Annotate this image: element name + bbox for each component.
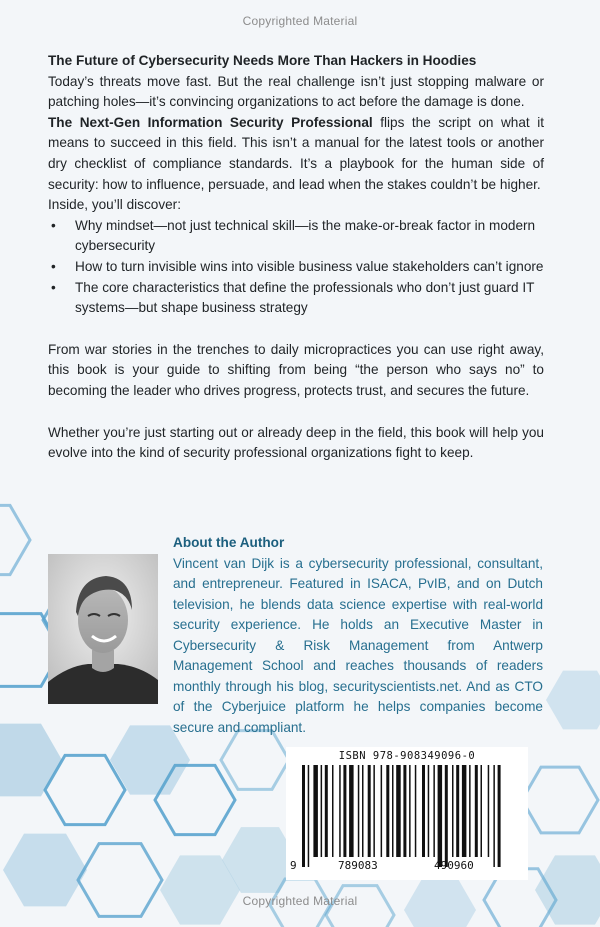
barcode-bar [313, 765, 318, 857]
hexagon-shape [546, 671, 600, 730]
barcode-bar [343, 765, 346, 857]
list-item: • The core characteristics that define the professionals who don’t just guard IT systems—but shape business strategy [48, 278, 544, 319]
watermark-top: Copyrighted Material [242, 14, 358, 28]
barcode-bar [362, 765, 364, 857]
list-item: • How to turn invisible wins into visible business value stakeholders can’t ignore [48, 257, 544, 278]
hexagon-shape [535, 855, 600, 924]
watermark-bottom: Copyrighted Material [242, 894, 358, 908]
barcode-bar [456, 765, 459, 857]
barcode-digits-left: 789083 [338, 859, 378, 872]
barcode-bar [475, 765, 478, 857]
barcode-bar [392, 765, 394, 857]
author-photo [48, 554, 158, 704]
barcode-bar [381, 765, 383, 857]
barcode-bar [386, 765, 389, 857]
blurb-description-paragraph [48, 113, 544, 195]
blurb-paragraph-2: From war stories in the trenches to daily micropractices you can use right away, this book is your guide to shifting from being “the person who says no” to becoming the leader who drives progress, protects trust, and secures the future. [48, 341, 544, 398]
list-item: • Why mindset—not just technical skill—is the make-or-break factor in modern cybersecurity [48, 216, 544, 257]
hexagon-shape [522, 767, 598, 833]
barcode-bar [445, 765, 448, 867]
barcode-bar [481, 765, 483, 857]
hexagon-shape [0, 724, 62, 797]
barcode-digits-right: 490960 [434, 859, 474, 872]
isbn-label: ISBN 978-908349096-0 [338, 750, 476, 762]
back-cover-blurb [48, 51, 544, 464]
blurb-intro: Today’s threats move fast. But the real challenge isn’t just stopping malware or patching holes—it’s convincing organizations to act before the damage is done. [48, 73, 544, 110]
barcode-bar [302, 765, 305, 867]
barcode-bar [488, 765, 490, 857]
barcode-bar [308, 765, 310, 867]
inside-label: Inside, you’ll discover: [48, 197, 181, 213]
about-the-author [173, 533, 543, 738]
barcode-bar [403, 765, 406, 857]
blurb-paragraph-3: Whether you’re just starting out or already deep in the field, this book will help you evolve into the kind of security professional organizations fight to keep. [48, 424, 544, 461]
barcode-bar [415, 765, 417, 857]
isbn-barcode [286, 747, 528, 880]
barcode-bar [368, 765, 371, 857]
discover-list [48, 216, 544, 319]
author-heading: About the Author [173, 535, 285, 550]
hexagon-shape [221, 731, 289, 790]
barcode-bar [396, 765, 401, 857]
barcode-bar [428, 765, 430, 857]
author-bio: Vincent van Dijk is a cybersecurity professional, consultant, and entrepreneur. Featured in ISACA, PvIB, and on Dutch television, he blends data science expertise with real-world security experience. He holds an Executive Master in Cybersecurity & Risk Management from Antwerp Management School and reaches thousands of readers monthly through his blog, securityscientists.net. And as CTO of the Cyberjuice platform he helps companies become secure and compliant. [173, 555, 543, 735]
barcode-bar [358, 765, 360, 857]
barcode-bar [469, 765, 471, 857]
barcode-bar [438, 765, 443, 867]
book-title: The Next-Gen Information Security Professional [48, 114, 373, 130]
blurb-description: flips the script on what it means to succeed in this field. This isn’t a manual for the latest tools or another dry checklist of compliance standards. It’s a playbook for the human side of security: how to influence, persuade, and lead when the stakes couldn’t be higher. [48, 114, 544, 192]
barcode-bar [422, 765, 425, 857]
barcode-bar [349, 765, 354, 857]
hexagon-shape [0, 505, 30, 574]
barcode-bars [286, 747, 528, 880]
barcode-bar [321, 765, 323, 857]
barcode-bar [493, 765, 495, 867]
barcode-bar [373, 765, 375, 857]
barcode-bar [409, 765, 411, 857]
barcode-bar [462, 765, 467, 857]
barcode-bar [452, 765, 454, 857]
barcode-bar [339, 765, 341, 857]
barcode-bar [332, 765, 334, 857]
barcode-bar [325, 765, 328, 857]
barcode-bar [498, 765, 501, 867]
barcode-digit-first: 9 [290, 859, 297, 872]
blurb-headline: The Future of Cybersecurity Needs More Than Hackers in Hoodies [48, 53, 477, 68]
barcode-bar [433, 765, 435, 857]
